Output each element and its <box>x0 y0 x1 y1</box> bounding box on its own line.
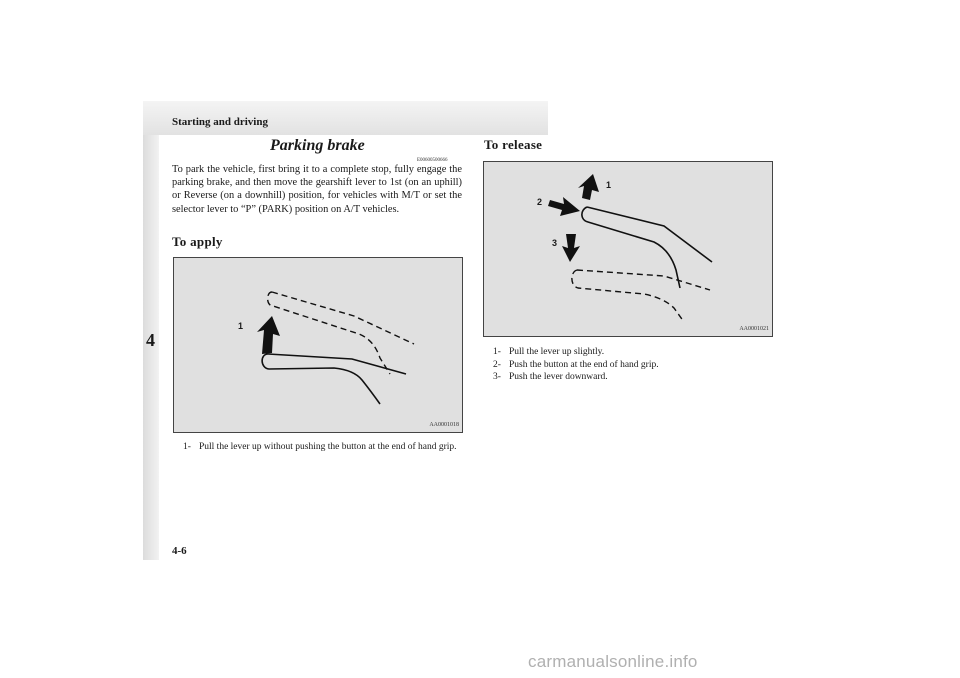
list-item <box>183 441 461 454</box>
arrow-up-icon <box>257 316 280 354</box>
step-number: 1- <box>493 347 501 357</box>
release-figure <box>483 161 773 337</box>
arrow-up-icon <box>578 174 599 200</box>
intro-paragraph: To park the vehicle, first bring it to a complete stop, fully engage the parking brake, and then move the gearshift lever to 1st (on an uphill) or Reverse (on a downhill) position, for vehicles with M/T or set the selector lever to “P” (PARK) position on A/T vehicles. <box>172 164 462 215</box>
page-title: Parking brake <box>270 137 365 154</box>
release-steps <box>493 346 771 384</box>
page-number: 4-6 <box>172 545 187 557</box>
apply-figure-label-1: 1 <box>238 321 244 331</box>
section-code: E00600500666 <box>417 158 448 163</box>
arrow-right-icon <box>548 197 580 216</box>
arrow-down-icon <box>562 234 580 262</box>
lever-outline-top <box>268 354 406 374</box>
release-figure-label-1: 1 <box>606 180 612 190</box>
lowered-lever-outline <box>572 270 684 322</box>
section-title: Starting and driving <box>172 116 268 128</box>
apply-heading: To apply <box>172 234 223 249</box>
step-number: 3- <box>493 372 501 382</box>
step-number: 2- <box>493 359 501 370</box>
step-text: Pull the lever up without pushing the button at the end of hand grip. <box>199 442 457 452</box>
raised-lever-outline <box>268 292 390 374</box>
apply-figure-code: AA0001018 <box>429 422 459 428</box>
release-heading: To release <box>484 137 543 152</box>
raised-lever-outline-top <box>272 292 414 344</box>
release-figure-code: AA0001021 <box>739 326 769 332</box>
lever-outline-top <box>587 207 712 262</box>
lowered-lever-outline-top <box>577 270 710 290</box>
step-text: Push the button at the end of hand grip. <box>509 359 659 370</box>
apply-steps <box>183 441 461 454</box>
release-figure-label-3: 3 <box>552 238 558 248</box>
list-item <box>493 346 771 359</box>
step-text: Push the lever downward. <box>509 372 608 382</box>
lever-outline <box>582 207 680 288</box>
chapter-number: 4 <box>146 330 155 350</box>
apply-figure <box>173 257 463 433</box>
watermark: carmanualsonline.info <box>528 652 698 671</box>
step-number: 1- <box>183 442 191 452</box>
release-figure-label-2: 2 <box>537 197 543 207</box>
list-item <box>493 359 771 372</box>
step-text: Pull the lever up slightly. <box>509 347 605 357</box>
list-item <box>493 371 771 384</box>
